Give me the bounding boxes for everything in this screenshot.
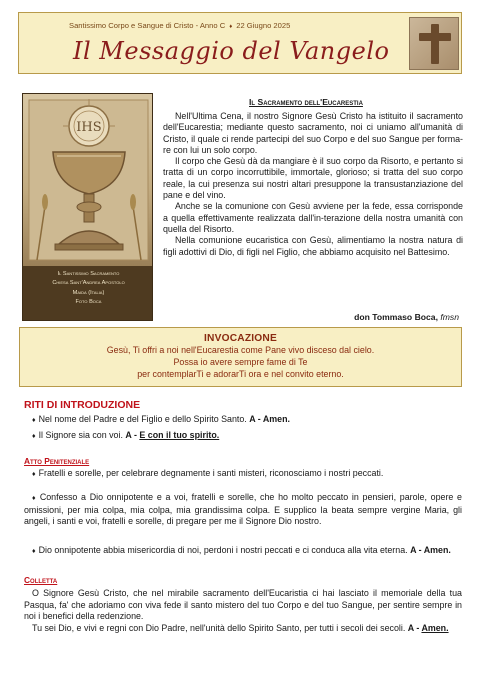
atto-text: Fratelli e sorelle, per celebrare degnamente i santi misteri, riconosciamo i nostri peccati. [38, 468, 384, 478]
photo-caption [23, 266, 153, 321]
section-heading-atto-penitenziale: Atto Penitenziale [24, 456, 90, 466]
feast-date: 22 Giugno 2025 [236, 21, 291, 30]
riti-item-text: Il Signore sia con voi. [38, 430, 126, 440]
separator-diamond-icon: ♦ [229, 24, 233, 30]
section-heading-riti: RITI DI INTRODUZIONE [24, 399, 141, 411]
header-subtitle [69, 21, 349, 30]
invocation-title: INVOCAZIONE [204, 333, 277, 344]
bullet-diamond-icon: ♦ [32, 471, 36, 478]
riti-item [24, 430, 462, 443]
invocation-box [19, 327, 462, 387]
cross-horizontal-beam [419, 33, 451, 41]
article-paragraph: Anche se la comunione con Gesù avviene per la fede, essa corrisponde a quella effettivamente realizzata dall'in-terazione della nostra umanità con quella del Risorto. [163, 201, 463, 234]
author-order: fmsn [440, 312, 459, 322]
atto-response: A - Amen. [410, 545, 451, 555]
colletta-text: Tu sei Dio, e vivi e regni con Dio Padre, nell'unità dello Spirito Santo, per tutti i secoli dei secoli. [32, 623, 408, 633]
article-paragraph: Nell'Ultima Cena, il nostro Signore Gesù Cristo ha istituito il sacramento dell'Eucarestia; mediante questo sacramento, noi ci uniamo all'umanità di Cristo, il quale ci rende partecipi del suo Corpo e del suo Sangue per forma-re con lui un solo corpo. [163, 111, 463, 155]
invocation-line: per contemplarTi e adorarTi ora e nel convito eterno. [137, 369, 344, 379]
chalice-illustration [23, 94, 153, 266]
author-signature [163, 312, 459, 322]
svg-text:IHS: IHS [76, 120, 102, 135]
eucharist-photo [22, 93, 153, 321]
bullet-diamond-icon: ♦ [32, 495, 37, 502]
colletta-response: Amen. [421, 623, 449, 633]
atto-text: Confesso a Dio onnipotente e a voi, fratelli e sorelle, che ho molto peccato in pensieri, parole, opere e omissioni, per mia colpa, mia colpa, mia grandissima colpa. E supplico la beata sempre vergine Maria, gli angeli, i santi e voi, fratelli e sorelle, di pregare per me il Signore Dio nostro. [24, 492, 462, 527]
article-paragraph: Nella comunione eucaristica con Gesù, alimentiamo la nostra natura di figli adottivi di Dio, di figli nel Figlio, che abbiamo acquisito nel Battesimo. [163, 235, 463, 257]
riti-item-response-label: A - [125, 430, 140, 440]
page-title: Il Messaggio del Vangelo [73, 37, 390, 65]
colletta-response-label: A - [407, 623, 422, 633]
caption-line: Chiesa Sant'Andrea Apostolo [52, 280, 125, 287]
header-banner [18, 12, 462, 74]
article-body [163, 111, 463, 258]
cross-icon [409, 17, 459, 70]
colletta-text: O Signore Gesù Cristo, che nel mirabile sacramento dell'Eucaristia ci hai lasciato il memoriale della tua Pasqua, fa' che adoriamo con viva fede il santo mistero del tuo Corpo e del tuo Sangue, per sentire sempre in noi i benefici della redenzione. [24, 588, 462, 622]
invocation-line: Possa io avere sempre fame di Te [173, 357, 308, 367]
article-title: Il Sacramento dell'Eucarestia [249, 97, 363, 107]
author-name: don Tommaso Boca, [354, 312, 438, 322]
atto-paragraph [24, 492, 462, 528]
chalice-image [23, 94, 153, 266]
caption-line: Il Santissimo Sacramento [57, 271, 120, 277]
riti-item-response: E con il tuo spirito. [139, 430, 220, 440]
riti-item [24, 414, 462, 427]
article-paragraph: Il corpo che Gesù dà da mangiare è il suo corpo da Risorto, e pertanto si tratta di un corpo incorruttibile, immortale, glorioso; si tratta del suo corpo reale, la cui presenza sui nostri altari presuppone la transustanziazione del pane e del vino. [163, 156, 463, 201]
cross-vertical-beam [431, 24, 439, 64]
colletta-paragraph [24, 588, 462, 623]
bullet-diamond-icon: ♦ [32, 417, 36, 424]
feast-name: Santissimo Corpo e Sangue di Cristo - Anno C [69, 21, 226, 30]
bullet-diamond-icon: ♦ [32, 548, 36, 555]
colletta-paragraph [24, 623, 462, 635]
atto-paragraph [24, 468, 462, 481]
atto-text: Dio onnipotente abbia misericordia di noi, perdoni i nostri peccati e ci conduca alla vita eterna. [38, 545, 411, 555]
section-heading-colletta: Colletta [24, 575, 58, 585]
atto-paragraph [24, 545, 462, 558]
invocation-line: Gesù, Ti offri a noi nell'Eucarestia come Pane vivo disceso dal cielo. [106, 345, 375, 355]
bullet-diamond-icon: ♦ [32, 433, 36, 440]
caption-line: Foto Boca [75, 299, 102, 306]
riti-item-response: A - Amen. [249, 414, 290, 424]
caption-line: Maida (Italia) [72, 289, 105, 296]
riti-item-text: Nel nome del Padre e del Figlio e dello Spirito Santo. [38, 414, 250, 424]
